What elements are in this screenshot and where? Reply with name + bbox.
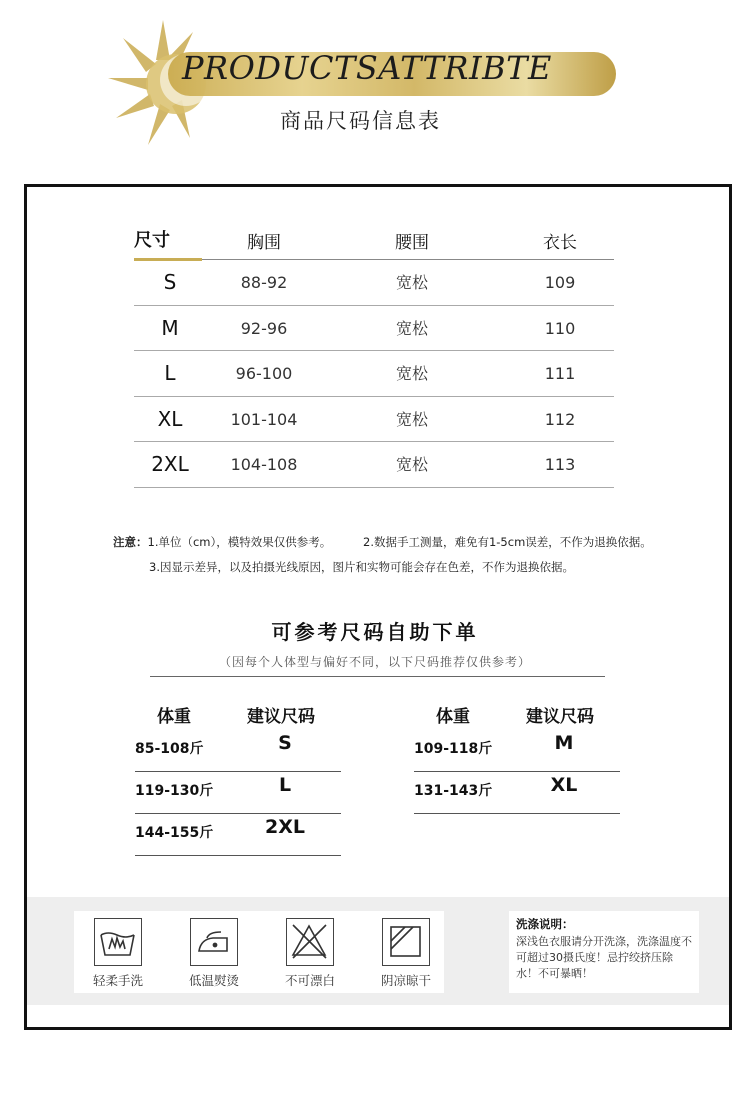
size-header: 建议尺码 xyxy=(526,707,594,727)
banner-title: PRODUCTSATTRIBTE xyxy=(182,49,552,87)
recommend-weight: 85-108斤 xyxy=(135,741,204,757)
size-table-header xyxy=(134,222,614,260)
cell-size: XL xyxy=(157,406,183,431)
cell-waist: 宽松 xyxy=(395,455,428,474)
cell-waist: 宽松 xyxy=(395,364,428,383)
cell-length: 109 xyxy=(544,273,576,292)
care-item-hand-wash xyxy=(78,918,158,988)
care-body: 深浅色衣服请分开洗涤，洗涤温度不可超过30摄氏度！忌拧绞挤压除水！不可暴晒！ xyxy=(516,935,692,980)
note-2: 2.数据手工测量，难免有1-5cm误差，不作为退换依据。 xyxy=(363,535,652,549)
cell-chest: 92-96 xyxy=(240,318,288,338)
size-header: 建议尺码 xyxy=(247,707,315,727)
hand-wash-icon xyxy=(95,919,140,964)
recommend-row xyxy=(135,772,341,814)
cell-size: 2XL xyxy=(151,452,189,476)
recommend-row xyxy=(135,730,341,772)
cell-size: M xyxy=(161,315,179,340)
recommend-weight: 119-130斤 xyxy=(135,783,214,799)
recommend-table-right xyxy=(414,702,620,814)
care-label: 不可漂白 xyxy=(284,973,335,988)
cell-chest: 101-104 xyxy=(230,409,298,429)
care-label: 低温熨烫 xyxy=(188,973,239,988)
recommend-row xyxy=(414,772,620,814)
weight-header: 体重 xyxy=(436,707,470,727)
table-row xyxy=(134,351,614,397)
recommend-row xyxy=(135,814,341,856)
care-label: 阴凉晾干 xyxy=(380,973,431,988)
cell-size: S xyxy=(163,270,177,294)
shade-dry-icon xyxy=(383,919,428,964)
care-section xyxy=(27,897,729,1005)
cell-length: 110 xyxy=(544,318,576,338)
care-instructions xyxy=(509,911,699,993)
recommend-subtitle: （因每个人体型与偏好不同，以下尺码推荐仅供参考） xyxy=(218,655,531,669)
note-3: 3.因显示差异，以及拍摄光线原因，图片和实物可能会存在色差，不作为退换依据。 xyxy=(149,560,574,574)
care-item-shade-dry xyxy=(366,918,446,988)
page-header xyxy=(0,0,750,160)
note-1: 1.单位（cm），模特效果仅供参考。 xyxy=(147,535,332,549)
care-label: 轻柔手洗 xyxy=(92,973,143,988)
cell-chest: 88-92 xyxy=(240,273,288,292)
cell-waist: 宽松 xyxy=(395,318,428,338)
recommend-weight: 131-143斤 xyxy=(414,783,493,799)
recommend-size: XL xyxy=(550,774,578,796)
cell-chest: 96-100 xyxy=(235,364,293,383)
recommend-size: 2XL xyxy=(265,816,305,838)
header-waist: 腰围 xyxy=(395,233,429,253)
cell-size: L xyxy=(164,361,176,385)
no-bleach-icon xyxy=(287,919,332,964)
table-row xyxy=(134,442,614,488)
care-item-no-bleach xyxy=(270,918,350,988)
cell-length: 112 xyxy=(544,409,576,429)
weight-header: 体重 xyxy=(157,707,191,727)
header-chest: 胸围 xyxy=(247,233,281,253)
recommend-weight: 109-118斤 xyxy=(414,741,493,757)
cell-chest: 104-108 xyxy=(230,455,298,474)
table-row xyxy=(134,260,614,306)
header-length: 衣长 xyxy=(543,233,577,253)
table-row xyxy=(134,306,614,352)
recommend-divider xyxy=(150,676,605,677)
cell-waist: 宽松 xyxy=(395,409,428,429)
size-table xyxy=(134,222,614,488)
cell-length: 111 xyxy=(544,364,576,383)
recommend-row xyxy=(414,730,620,772)
recommend-table-left xyxy=(135,702,341,856)
cell-length: 113 xyxy=(544,455,576,474)
header-size: 尺寸 xyxy=(134,230,170,251)
recommend-size: M xyxy=(554,732,574,754)
low-iron-icon xyxy=(191,919,236,964)
table-row xyxy=(134,397,614,443)
page-subtitle: 商品尺码信息表 xyxy=(280,109,441,133)
care-icons-panel xyxy=(74,911,444,993)
recommend-title: 可参考尺码自助下单 xyxy=(271,620,479,644)
recommend-size: S xyxy=(278,732,292,754)
notes-label: 注意： xyxy=(113,535,148,549)
cell-waist: 宽松 xyxy=(395,273,428,292)
care-item-low-iron xyxy=(174,918,254,988)
recommend-weight: 144-155斤 xyxy=(135,825,214,841)
care-title: 洗涤说明： xyxy=(516,917,574,931)
recommend-size: L xyxy=(278,774,292,796)
